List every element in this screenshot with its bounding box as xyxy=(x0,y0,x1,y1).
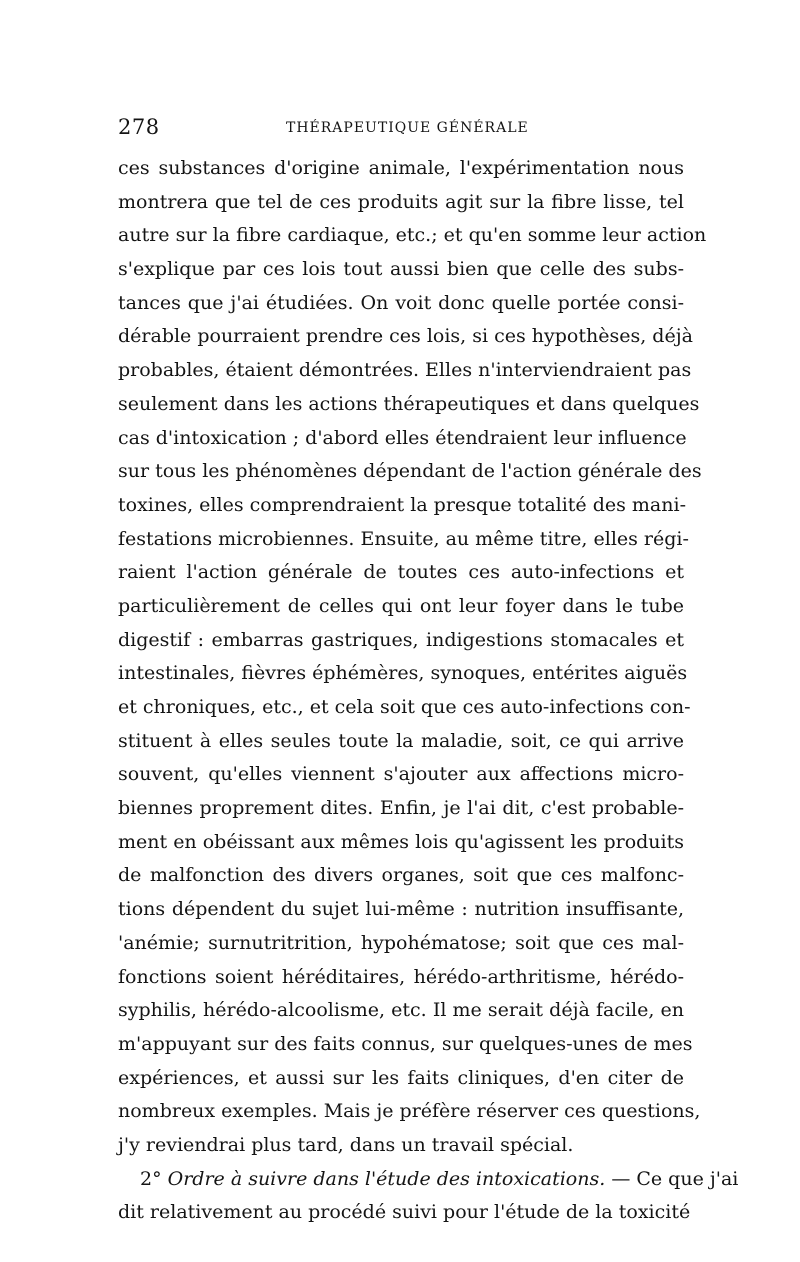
text-line: syphilis, hérédo-alcoolisme, etc. Il me serait déjà facile, en xyxy=(118,999,684,1022)
text-line: nombreux exemples. Mais je préfère réserver ces questions, xyxy=(118,1100,701,1123)
section-title: Ordre à suivre dans l'étude des intoxications. xyxy=(167,1167,606,1190)
running-header xyxy=(118,115,688,145)
body-text xyxy=(118,152,739,1230)
text-line: intestinales, fièvres éphémères, synoques, entérites aiguës xyxy=(118,662,688,685)
text-line: dérable pourraient prendre ces lois, si ces hypothèses, déjà xyxy=(118,325,693,348)
text-line: dit relativement au procédé suivi pour l'étude de la toxicité xyxy=(118,1201,691,1224)
text-line: cas d'intoxication ; d'abord elles étendraient leur influence xyxy=(118,426,687,449)
page-number: 278 xyxy=(118,115,160,139)
running-title: THÉRAPEUTIQUE GÉNÉRALE xyxy=(286,120,529,136)
text-line: 'anémie; surnutritrition, hypohématose; soit que ces mal- xyxy=(118,931,684,954)
text-line: autre sur la fibre cardiaque, etc.; et qu'en somme leur action xyxy=(118,224,707,247)
text-line: stituent à elles seules toute la maladie, soit, ce qui arrive xyxy=(118,729,684,752)
text-line: digestif : embarras gastriques, indigestions stomacales et xyxy=(118,628,684,651)
text-line: sur tous les phénomènes dépendant de l'action générale des xyxy=(118,460,702,483)
text-line: ment en obéissant aux mêmes lois qu'agissent les produits xyxy=(118,830,684,853)
text-line: ces substances d'origine animale, l'expérimentation nous xyxy=(118,157,684,179)
text-line: festations microbiennes. Ensuite, au même titre, elles régi- xyxy=(118,527,689,550)
text-line: tions dépendent du sujet lui-même : nutrition insuffisante, xyxy=(118,898,684,921)
text-line: montrera que tel de ces produits agit sur la fibre lisse, tel xyxy=(118,190,684,213)
section-continuation: — Ce que j'ai xyxy=(611,1167,739,1190)
text-line: seulement dans les actions thérapeutiques et dans quelques xyxy=(118,392,700,415)
text-line: toxines, elles comprendraient la presque totalité des mani- xyxy=(118,493,686,516)
text-line: biennes proprement dites. Enfin, je l'ai dit, c'est probable- xyxy=(118,797,684,820)
paragraph-last-line: j'y reviendrai plus tard, dans un travail spécial. xyxy=(118,1133,574,1156)
text-line: m'appuyant sur des faits connus, sur quelques-unes de mes xyxy=(118,1032,693,1055)
text-line: s'explique par ces lois tout aussi bien que celle des subs- xyxy=(118,258,684,281)
text-line: raient l'action générale de toutes ces auto-infections et xyxy=(118,561,684,584)
text-line: souvent, qu'elles viennent s'ajouter aux affections micro- xyxy=(118,763,684,786)
text-line: fonctions soient héréditaires, hérédo-arthritisme, hérédo- xyxy=(118,965,684,988)
text-line: et chroniques, etc., et cela soit que ces auto-infections con- xyxy=(118,696,691,718)
text-line: de malfonction des divers organes, soit que ces malfonc- xyxy=(118,864,684,887)
text-line: particulièrement de celles qui ont leur foyer dans le tube xyxy=(118,594,684,617)
text-line: tances que j'ai étudiées. On voit donc quelle portée consi- xyxy=(118,291,684,314)
text-line: expériences, et aussi sur les faits cliniques, d'en citer de xyxy=(118,1066,684,1089)
section-number: 2° xyxy=(140,1167,162,1190)
section-heading-line xyxy=(118,1163,739,1197)
text-line: probables, étaient démontrées. Elles n'interviendraient pas xyxy=(118,359,692,382)
